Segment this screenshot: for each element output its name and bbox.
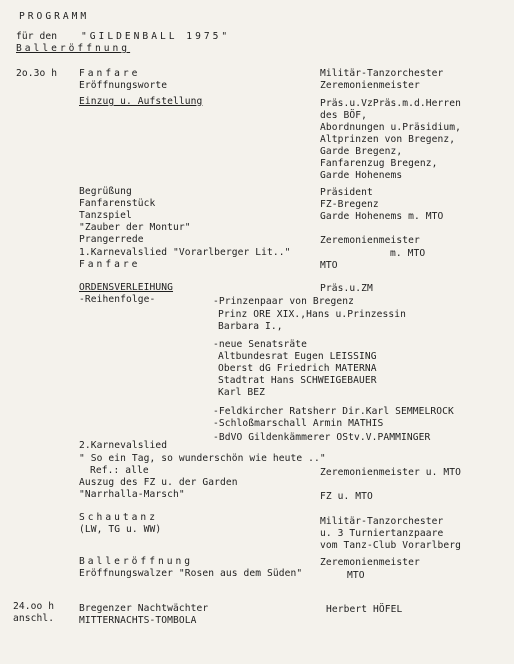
- ordensverleihung: ORDENSVERLEIHUNG: [79, 282, 174, 293]
- refrain: Ref.: alle: [90, 465, 149, 476]
- einzug: Einzug u. Aufstellung: [79, 96, 203, 107]
- right-tanzclub: vom Tanz-Club Vorarlberg: [320, 540, 462, 551]
- tanzspiel: Tanzspiel: [79, 210, 132, 221]
- time-2400: 24.oo h: [13, 601, 55, 612]
- stadtrat: Stadtrat Hans SCHWEIGEBAUER: [218, 375, 377, 386]
- tombola: MITTERNACHTS-TOMBOLA: [79, 615, 197, 626]
- zauber-der-montur: "Zauber der Montur": [79, 222, 191, 233]
- right-garde-hohenems-mto: Garde Hohenems m. MTO: [320, 211, 444, 222]
- right-m-mto: m. MTO: [390, 248, 426, 259]
- right-mto-2: MTO: [347, 570, 365, 581]
- prinzenpaar: -Prinzenpaar von Bregenz: [213, 296, 355, 307]
- eroeffnungsworte: Eröffnungsworte: [79, 80, 168, 91]
- right-praes-line-5: Fanfarenzug Bregenz,: [320, 158, 438, 169]
- karl-bez: Karl BEZ: [218, 387, 266, 398]
- karnevalslied-1: 1.Karnevalslied "Vorarlberger Lit..": [79, 247, 291, 258]
- fanfare-2: Fanfare: [79, 259, 141, 270]
- right-praes-line-0: Präs.u.VzPräs.m.d.Herren: [320, 98, 462, 109]
- feldkircher: -Feldkircher Ratsherr Dir.Karl SEMMELROCK: [213, 406, 454, 417]
- right-turnier: u. 3 Turniertanzpaare: [320, 528, 444, 539]
- right-praes-line-2: Abordnungen u.Präsidium,: [320, 122, 462, 133]
- altbundesrat: Altbundesrat Eugen LEISSING: [218, 351, 377, 362]
- schautanz: Schautanz: [79, 512, 158, 523]
- bdvo: -BdVO Gildenkämmerer OStv.V.PAMMINGER: [213, 432, 431, 443]
- right-praes-line-1: des BÖF,: [320, 110, 368, 121]
- reihenfolge: -Reihenfolge-: [79, 294, 156, 305]
- nachtwaechter: Bregenzer Nachtwächter: [79, 603, 209, 614]
- fanfare-1: Fanfare: [79, 68, 141, 79]
- right-zeremonienmeister-3: Zeremonienmeister: [320, 557, 420, 568]
- balleroeffnung: Balleröffnung: [79, 556, 194, 567]
- auszug: Auszug des FZ u. der Garden: [79, 477, 238, 488]
- right-praesident: Präsident: [320, 187, 373, 198]
- time-2030: 2o.3o h: [16, 68, 58, 79]
- heading-prefix: für den: [16, 31, 58, 42]
- right-militaer-1: Militär-Tanzorchester: [320, 68, 444, 79]
- right-zm-mto: Zeremonienmeister u. MTO: [320, 467, 462, 478]
- right-hoefel: Herbert HÖFEL: [326, 604, 403, 615]
- right-zeremonienmeister-2: Zeremonienmeister: [320, 235, 420, 246]
- schlossmarschall: -Schloßmarschall Armin MATHIS: [213, 418, 384, 429]
- karnevalslied-2: 2.Karnevalslied: [79, 440, 168, 451]
- eroeffnungswalzer: Eröffnungswalzer "Rosen aus dem Süden": [79, 568, 303, 579]
- narrhalla: "Narrhalla-Marsch": [79, 489, 185, 500]
- programm-heading: PROGRAMM: [19, 11, 90, 22]
- neue-senatsraete: -neue Senatsräte: [213, 339, 308, 350]
- right-praes-line-3: Altprinzen von Bregenz,: [320, 134, 456, 145]
- so-ein-tag: " So ein Tag, so wunderschön wie heute ..": [79, 453, 326, 464]
- right-praes-line-6: Garde Hohenems: [320, 170, 403, 181]
- event-title: "GILDENBALL 1975": [81, 31, 231, 42]
- right-fz-bregenz: FZ-Bregenz: [320, 199, 379, 210]
- prangerrede: Prangerrede: [79, 234, 144, 245]
- oberst: Oberst dG Friedrich MATERNA: [218, 363, 377, 374]
- right-militaer-2: Militär-Tanzorchester: [320, 516, 444, 527]
- balleroeffnung-heading: Balleröffnung: [16, 43, 131, 54]
- barbara: Barbara I.,: [218, 321, 283, 332]
- anschl: anschl.: [13, 613, 55, 624]
- right-praes-zm: Präs.u.ZM: [320, 283, 373, 294]
- begruessung: Begrüßung: [79, 186, 132, 197]
- right-mto-1: MTO: [320, 260, 338, 271]
- right-fz-mto: FZ u. MTO: [320, 491, 373, 502]
- right-praes-line-4: Garde Bregenz,: [320, 146, 403, 157]
- fanfarenstueck: Fanfarenstück: [79, 198, 156, 209]
- prinz: Prinz ORE XIX.,Hans u.Prinzessin: [218, 309, 407, 320]
- right-zeremonienmeister-1: Zeremonienmeister: [320, 80, 420, 91]
- lw-tg-ww: (LW, TG u. WW): [79, 524, 162, 535]
